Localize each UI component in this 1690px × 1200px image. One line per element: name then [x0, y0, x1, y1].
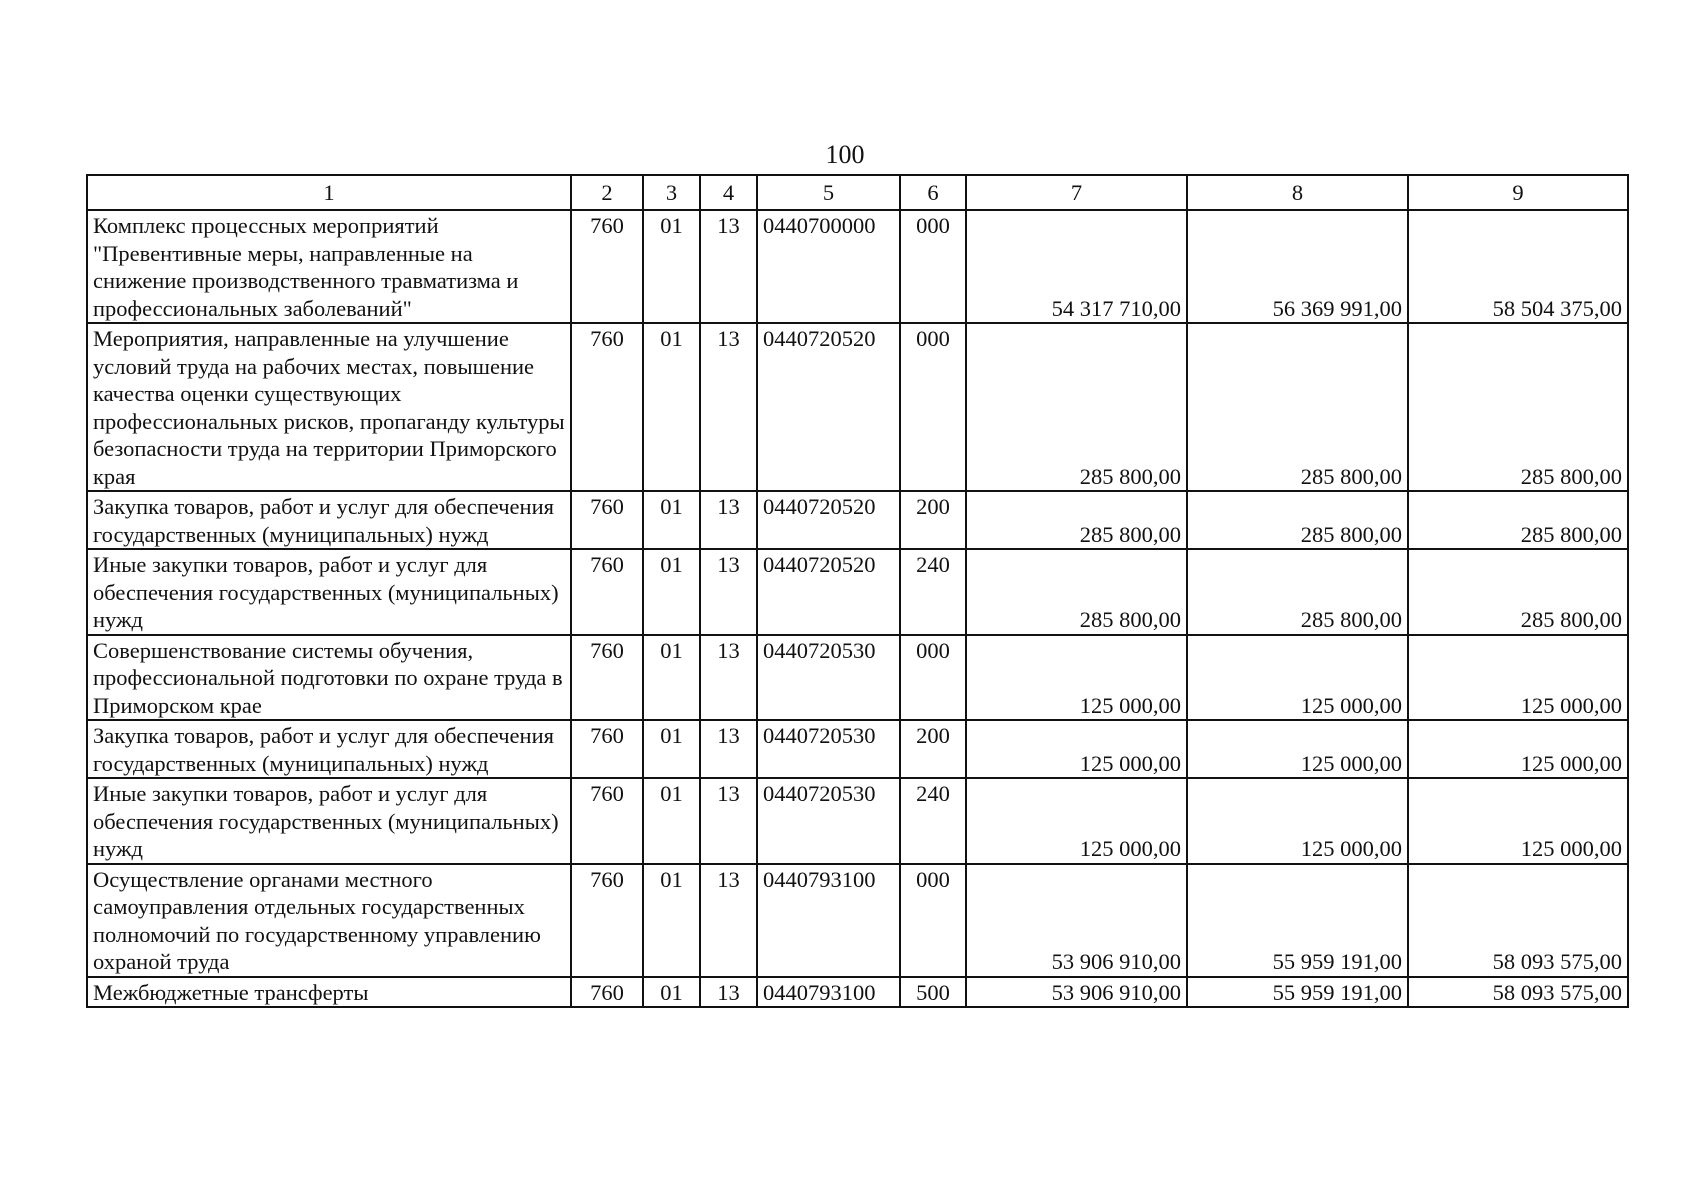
- amount-year-2: 56 369 991,00: [1187, 210, 1408, 323]
- item-name: Осуществление органами местного самоуправления отдельных государственных полномочий по государственному управлению охраной труда: [87, 864, 571, 977]
- code-subsection: 13: [700, 720, 757, 778]
- amount-year-2: 125 000,00: [1187, 720, 1408, 778]
- code-subsection: 13: [700, 778, 757, 864]
- code-expense-type: 000: [900, 323, 966, 491]
- code-ministry: 760: [571, 549, 643, 635]
- code-subsection: 13: [700, 864, 757, 977]
- amount-year-2: 125 000,00: [1187, 635, 1408, 721]
- amount-year-3: 125 000,00: [1408, 635, 1628, 721]
- code-expense-type: 240: [900, 549, 966, 635]
- code-expense-type: 000: [900, 864, 966, 977]
- code-target-article: 0440700000: [757, 210, 900, 323]
- amount-year-3: 125 000,00: [1408, 778, 1628, 864]
- table-row: [87, 864, 1628, 977]
- code-target-article: 0440720520: [757, 549, 900, 635]
- code-section: 01: [643, 323, 700, 491]
- amount-year-1: 285 800,00: [966, 491, 1187, 549]
- code-ministry: 760: [571, 720, 643, 778]
- amount-year-1: 125 000,00: [966, 720, 1187, 778]
- item-name: Закупка товаров, работ и услуг для обеспечения государственных (муниципальных) нужд: [87, 491, 571, 549]
- code-section: 01: [643, 549, 700, 635]
- table-row: [87, 323, 1628, 491]
- code-expense-type: 500: [900, 977, 966, 1008]
- code-subsection: 13: [700, 549, 757, 635]
- code-section: 01: [643, 778, 700, 864]
- code-ministry: 760: [571, 323, 643, 491]
- column-header: 2: [571, 175, 643, 210]
- amount-year-1: 54 317 710,00: [966, 210, 1187, 323]
- table-row: [87, 720, 1628, 778]
- table-row: [87, 778, 1628, 864]
- column-header: 1: [87, 175, 571, 210]
- amount-year-1: 285 800,00: [966, 323, 1187, 491]
- code-ministry: 760: [571, 864, 643, 977]
- item-name: Закупка товаров, работ и услуг для обеспечения государственных (муниципальных) нужд: [87, 720, 571, 778]
- code-subsection: 13: [700, 210, 757, 323]
- code-target-article: 0440720520: [757, 491, 900, 549]
- amount-year-2: 125 000,00: [1187, 778, 1408, 864]
- table-row: [87, 635, 1628, 721]
- code-section: 01: [643, 977, 700, 1008]
- amount-year-3: 285 800,00: [1408, 549, 1628, 635]
- code-target-article: 0440793100: [757, 977, 900, 1008]
- column-header: 7: [966, 175, 1187, 210]
- table-row: [87, 977, 1628, 1008]
- code-ministry: 760: [571, 491, 643, 549]
- column-header: 4: [700, 175, 757, 210]
- code-target-article: 0440720530: [757, 720, 900, 778]
- page-number: 100: [825, 140, 865, 169]
- code-section: 01: [643, 491, 700, 549]
- table-row: [87, 210, 1628, 323]
- code-ministry: 760: [571, 210, 643, 323]
- item-name: Комплекс процессных мероприятий "Превентивные меры, направленные на снижение производственного травматизма и профессиональных заболеваний": [87, 210, 571, 323]
- amount-year-1: 53 906 910,00: [966, 864, 1187, 977]
- code-section: 01: [643, 635, 700, 721]
- column-header: 8: [1187, 175, 1408, 210]
- code-target-article: 0440720530: [757, 778, 900, 864]
- code-expense-type: 200: [900, 491, 966, 549]
- item-name: Межбюджетные трансферты: [87, 977, 571, 1008]
- code-expense-type: 200: [900, 720, 966, 778]
- table-row: [87, 549, 1628, 635]
- code-target-article: 0440720520: [757, 323, 900, 491]
- header-row: [87, 175, 1628, 210]
- amount-year-3: 285 800,00: [1408, 491, 1628, 549]
- amount-year-1: 53 906 910,00: [966, 977, 1187, 1008]
- item-name: Мероприятия, направленные на улучшение условий труда на рабочих местах, повышение качества оценки существующих профессиональных рисков, пропаганду культуры безопасности труда на территории Приморского края: [87, 323, 571, 491]
- code-section: 01: [643, 864, 700, 977]
- code-expense-type: 000: [900, 210, 966, 323]
- item-name: Иные закупки товаров, работ и услуг для обеспечения государственных (муниципальных) нужд: [87, 549, 571, 635]
- item-name: Иные закупки товаров, работ и услуг для обеспечения государственных (муниципальных) нужд: [87, 778, 571, 864]
- column-header: 5: [757, 175, 900, 210]
- item-name: Совершенствование системы обучения, профессиональной подготовки по охране труда в Приморском крае: [87, 635, 571, 721]
- code-subsection: 13: [700, 977, 757, 1008]
- amount-year-3: 125 000,00: [1408, 720, 1628, 778]
- amount-year-1: 125 000,00: [966, 778, 1187, 864]
- code-ministry: 760: [571, 635, 643, 721]
- amount-year-2: 285 800,00: [1187, 491, 1408, 549]
- code-section: 01: [643, 720, 700, 778]
- amount-year-2: 55 959 191,00: [1187, 977, 1408, 1008]
- code-subsection: 13: [700, 635, 757, 721]
- code-section: 01: [643, 210, 700, 323]
- amount-year-1: 285 800,00: [966, 549, 1187, 635]
- code-ministry: 760: [571, 977, 643, 1008]
- code-target-article: 0440793100: [757, 864, 900, 977]
- amount-year-3: 58 093 575,00: [1408, 977, 1628, 1008]
- amount-year-3: 58 093 575,00: [1408, 864, 1628, 977]
- code-target-article: 0440720530: [757, 635, 900, 721]
- code-ministry: 760: [571, 778, 643, 864]
- code-subsection: 13: [700, 491, 757, 549]
- budget-table: [86, 174, 1629, 1008]
- code-expense-type: 000: [900, 635, 966, 721]
- amount-year-2: 55 959 191,00: [1187, 864, 1408, 977]
- column-header: 9: [1408, 175, 1628, 210]
- amount-year-1: 125 000,00: [966, 635, 1187, 721]
- code-subsection: 13: [700, 323, 757, 491]
- amount-year-3: 285 800,00: [1408, 323, 1628, 491]
- amount-year-2: 285 800,00: [1187, 549, 1408, 635]
- column-header: 3: [643, 175, 700, 210]
- amount-year-2: 285 800,00: [1187, 323, 1408, 491]
- table-row: [87, 491, 1628, 549]
- code-expense-type: 240: [900, 778, 966, 864]
- amount-year-3: 58 504 375,00: [1408, 210, 1628, 323]
- column-header: 6: [900, 175, 966, 210]
